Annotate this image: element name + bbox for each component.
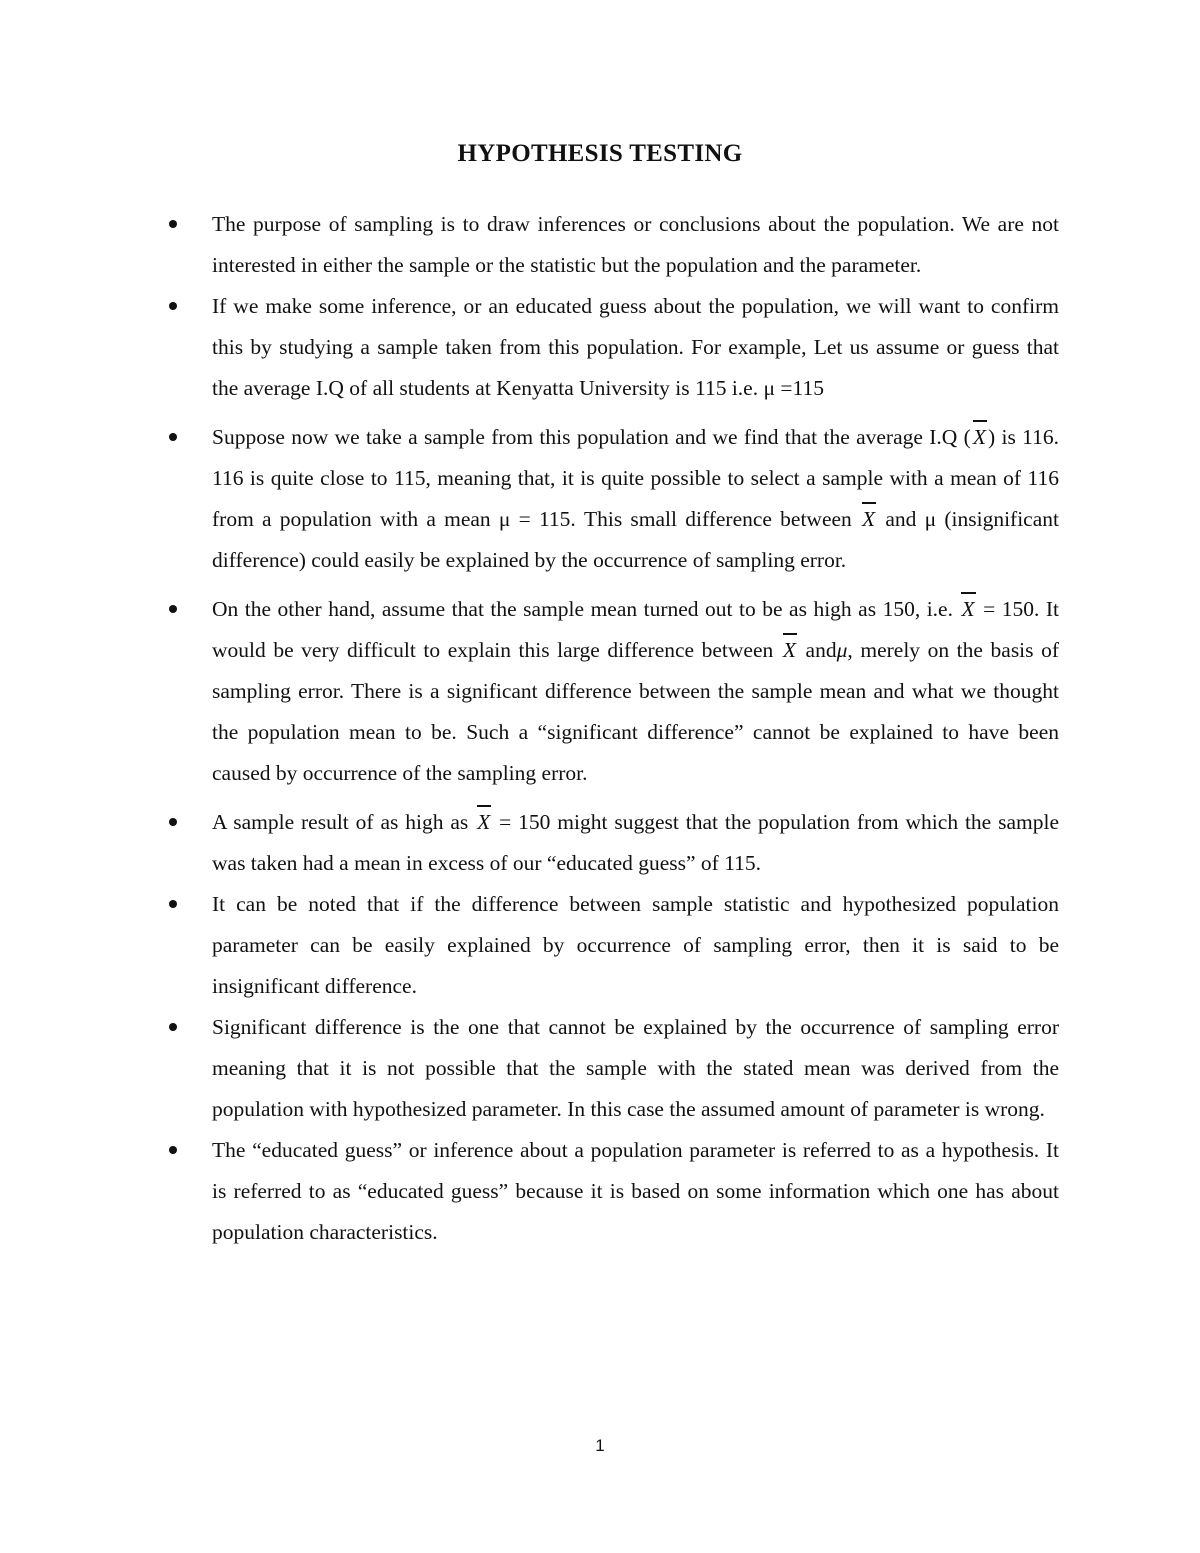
mu-symbol: μ [836,638,848,662]
bullet-dot-icon [169,818,177,826]
bullet-text-part: ) is 116. 116 is quite close to 115, meaning that, it is quite possible to select a sample with a mean of 116 from a population with a mean μ = 115. This small difference between [212,425,1059,531]
bullet-item [212,417,1059,581]
x-bar-symbol: X [972,425,986,449]
x-bar-symbol: X [961,597,975,621]
bullet-text-part: and μ (insignificant difference) could easily be explained by the occurrence of sampling error. [212,507,1059,572]
bullet-dot-icon [169,605,177,613]
bullet-item [212,802,1059,884]
x-bar-symbol: X [477,810,491,834]
bullet-text-part: = 150 might suggest that the population from which the sample was taken had a mean in excess of our “educated guess” of 115. [212,810,1059,875]
bullet-list [212,204,1059,1253]
bullet-text-part: and [797,638,837,662]
x-bar-symbol: X [862,507,876,531]
bullet-text: The purpose of sampling is to draw inferences or conclusions about the population. We are not interested in either the sample or the statistic but the population and the parameter. [212,212,1059,277]
bullet-text-part: A sample result of as high as [212,810,476,834]
bullet-item [212,286,1059,409]
bullet-item [212,1130,1059,1253]
bullet-text-part: On the other hand, assume that the sample mean turned out to be as high as 150, i.e. [212,597,960,621]
bullet-item [212,204,1059,286]
bullet-text: Significant difference is the one that cannot be explained by the occurrence of sampling error meaning that it is not possible that the sample with the stated mean was derived from the population with hypothesized parameter. In this case the assumed amount of parameter is wrong. [212,1015,1059,1121]
bullet-text-part: , merely on the basis of sampling error. There is a significant difference between the sample mean and what we thought the population mean to be. Such a “significant difference” cannot be explained to have been caused by occurrence of the sampling error. [212,638,1060,785]
page-number: 1 [595,1436,605,1455]
x-bar-symbol: X [782,638,796,662]
bullet-text: If we make some inference, or an educated guess about the population, we will want to confirm this by studying a sample taken from this population. For example, Let us assume or guess that the average I.Q of all students at Kenyatta University is 115 i.e. μ =115 [212,294,1059,400]
page-title: HYPOTHESIS TESTING [457,140,743,167]
bullet-text-part: Suppose now we take a sample from this population and we find that the average I.Q ( [212,425,971,449]
bullet-text: It can be noted that if the difference between sample statistic and hypothesized population parameter can be easily explained by occurrence of sampling error, then it is said to be insignificant difference. [212,892,1059,998]
bullet-item [212,589,1059,794]
bullet-dot-icon [169,1023,177,1031]
bullet-text-part: = 150. It would be very difficult to explain this large difference between [212,597,1059,662]
bullet-dot-icon [169,1146,177,1154]
bullet-dot-icon [169,900,177,908]
bullet-item [212,884,1059,1007]
bullet-item [212,1007,1059,1130]
bullet-dot-icon [169,302,177,310]
bullet-dot-icon [169,433,177,441]
bullet-dot-icon [169,220,177,228]
bullet-text: The “educated guess” or inference about a population parameter is referred to as a hypothesis. It is referred to as “educated guess” because it is based on some information which one has about population characteristics. [212,1138,1059,1244]
